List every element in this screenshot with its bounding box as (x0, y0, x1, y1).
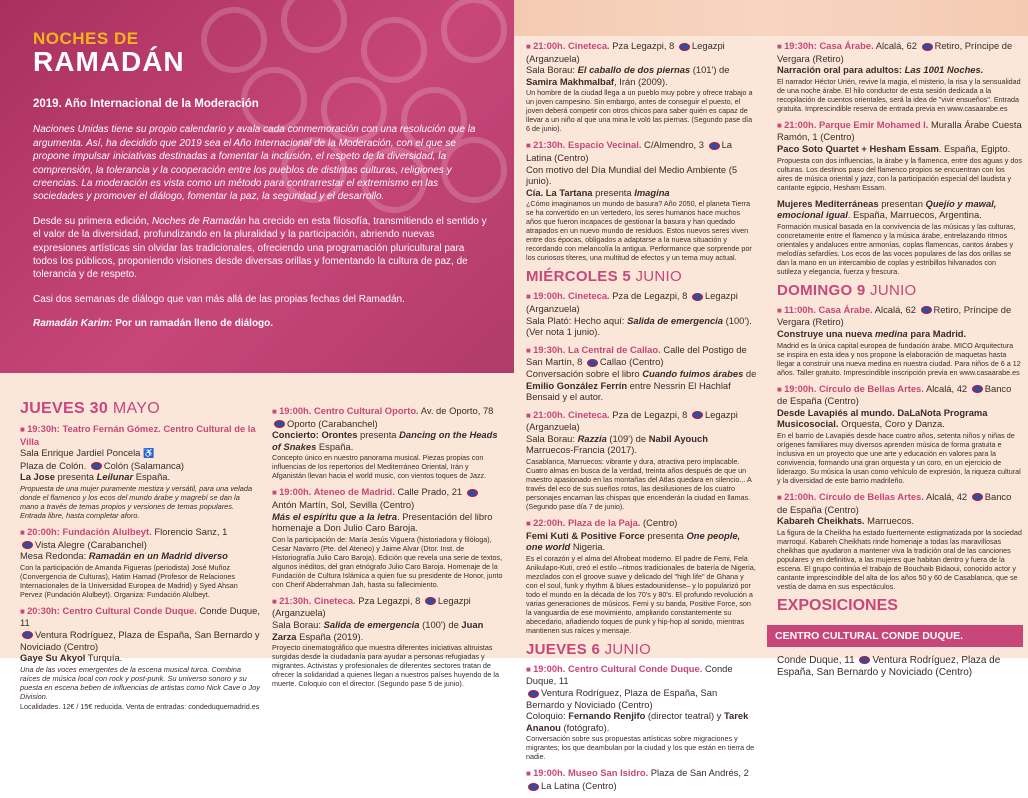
bullet-icon: ■ (526, 345, 534, 355)
event-performer: Fernando Renjifo (568, 710, 646, 722)
event-place: Av. de Oporto, 78 (418, 405, 494, 416)
event-title: One people, one world (526, 529, 741, 553)
day-heading (20, 400, 260, 418)
event-performer: La Jose (20, 471, 55, 483)
event-description: ¿Cómo imaginamos un mundo de basura? Año 2050, el planeta Tierra se ha convertido en un vertedero, los seres humanos hace muchos años que fueron incapaces de gestionar la basura y han quedado atrapados en un nuevo mundo de residuos. Estos nuevos seres viven entre dos épocas, obligados a adaptarse a la nueva situación y recordando con melancolía la antigua. Performance que sorprende por los curiosos títeres, una multitud de efectos y un tema muy actual. (526, 199, 752, 263)
event-time: 11:00h. Casa Árabe. (784, 303, 873, 315)
event-author: Emilio González Ferrín (526, 379, 628, 391)
event-time: 21:00h. Parque Emir Mohamed I. (784, 118, 929, 130)
event (777, 40, 1022, 113)
bullet-icon: ■ (272, 488, 280, 498)
exhibition-address (777, 655, 1022, 680)
event-title: medina (874, 327, 908, 339)
decorative-band (514, 0, 767, 36)
event-metro: Legazpi (Arganzuela) (526, 408, 738, 433)
event (777, 119, 1022, 192)
event-time: 19:30h. La Central de Callao. (533, 343, 661, 355)
event-title: Imagina (634, 186, 670, 198)
event-performer: Orontes (321, 429, 358, 441)
event-performer: Tarek Ananou (526, 710, 749, 733)
event-description: Un hombre de la ciudad llega a un pueblo muy pobre y ofrece trabajo a un joven campesino. Sin embargo, antes de conseguir el puesto, el joven deberá competir con otros chicos para saber quién es capaz de llevar a un niño al que una mina le voló las piernas. (Segundo pase día 6 de junio). (526, 88, 753, 134)
exhibitions-heading: EXPOSICIONES (777, 596, 898, 614)
event-metro: La Latina (Centro) (541, 780, 617, 791)
event-title: Cuando fuimos árabes (642, 367, 744, 379)
event-place: (Centro) (640, 517, 678, 529)
event-country: Nigeria. (570, 541, 606, 553)
event-time: 22:00h. Plaza de la Paja. (533, 517, 641, 529)
bullet-icon: ■ (526, 141, 534, 151)
day-label: DOMINGO 9 (777, 281, 866, 299)
event-time: 21:30h. Cineteca. (279, 594, 356, 606)
event-place: Alcalá, 42 (923, 382, 968, 394)
event-time: 21:00h. Círculo de Bellas Artes. (784, 490, 924, 502)
event-text: (109') de (606, 432, 649, 444)
closing-italic: Ramadán Karim: (33, 318, 113, 330)
day-label: MIÉRCOLES 5 (526, 268, 631, 286)
intro-paragraph-2 (33, 215, 488, 282)
event-note: (Ver nota 1 junio). (526, 326, 601, 338)
event-metro: Legazpi (Arganzuela) (272, 594, 471, 619)
event (526, 290, 757, 337)
event-place: Muralla Árabe Cuesta Ramón, 1 (Centro) (777, 118, 1022, 143)
event (526, 40, 757, 133)
event-text: presenta (644, 529, 687, 541)
event-place: Alcalá, 42 (923, 490, 968, 502)
metro-icon (859, 656, 870, 664)
event-description: Casablanca, Marruecos: vibrante y dura, atractiva pero implacable. Cuatro almas en busca de la verdad, treinta años después de que un maestro apasionado en las montañas del Atlas quedara en silencio... A través del eco de sus sueños rotos, las desilusiones de los cuatro personajes encarnan las chispas que encenderán la ciudad en llamas. (Segundo pase día 7 de junio). (526, 457, 752, 512)
event-place: Calle Prado, 21 (394, 486, 463, 498)
event-title: Razzia (577, 432, 607, 444)
intro-paragraph-3: Casi dos semanas de diálogo que van más allá de las propias fechas del Ramadán. (33, 293, 405, 305)
month-label: JUNIO (630, 268, 682, 286)
event (526, 139, 757, 262)
event-description: Concepto único en nuestro panorama musical. Piezas propias con influencias de los repertorios del Mediterráneo Oriental, Irán y Afganistán llevan hacia el world music, con vientos toques de Jazz. (272, 453, 487, 481)
brand-main: RAMADÁN (33, 46, 185, 77)
event-metro: Banco de España (Centro) (777, 382, 1012, 407)
event-time: 19:00h. Centro Cultural Oporto. (279, 405, 419, 416)
event (272, 405, 504, 480)
bullet-icon: ■ (526, 292, 534, 302)
event (526, 767, 757, 791)
event-place: Conde Duque, 11 (526, 662, 733, 687)
event-performer: Paco Soto Quartet + Hesham Essam (777, 142, 939, 154)
event (526, 344, 757, 403)
month-label: JUNIO (865, 281, 917, 299)
event-time: 21:00h. Cineteca. (533, 40, 610, 51)
bullet-icon: ■ (526, 769, 534, 779)
metro-icon (972, 493, 983, 501)
right-column (767, 0, 1028, 679)
event (272, 595, 504, 688)
event-performer: Kabareh Cheikhats. (777, 515, 865, 527)
intro-p2-a: Desde su primera edición, (33, 215, 152, 227)
event-description: Con la participación de: María Jesús Viguera (historiadora y filóloga), Cesar Navarro (Pte. del Ateneo) y Jaime Alvar (Dtor. Inst. de Historiografía Julio Caro Baroja). Edición que revela una serie de textos, algunos inéditos, del gran etnógrafo Julio Caro Baroja. Homenaje de la Fundación de Cultura Islámica a quien fue su presidente de Honor, junto con Cherif Abderrahman Jah, hasta su fallecimiento. (272, 534, 503, 589)
event-place: C/Almendro, 3 (641, 139, 704, 151)
event-country: Turquía. (85, 652, 123, 664)
event-text: Conversación sobre el libro (526, 367, 643, 379)
event-place: Florencio Sanz, 1 (151, 525, 228, 537)
event-country: , Irán (2009). (614, 75, 668, 87)
jueves-30-column (20, 400, 260, 717)
closing-text: Por un ramadán lleno de diálogo. (112, 318, 274, 330)
event-text: Sala Borau: (526, 432, 578, 444)
day-heading (526, 268, 757, 285)
metro-icon (91, 462, 102, 470)
event-time: 19:00h. Museo San Isidro. (533, 767, 649, 779)
event-metro: Banco de España (Centro) (777, 490, 1012, 515)
intro-heading: 2019. Año Internacional de la Moderación (33, 98, 259, 110)
bullet-icon: ■ (272, 407, 280, 416)
event-place: Conde Duque, 11 (20, 604, 260, 629)
event-time: 21:30h. Espacio Vecinal. (533, 139, 642, 151)
event-title: Dancing on the Heads of Snakes (272, 429, 498, 452)
event-time: 19:30h: Casa Árabe. (784, 40, 874, 51)
event-time: 19:30h: Teatro Fernán Gómez. Centro Cultural de la Villa (20, 423, 256, 447)
event-metro: Antón Martín, Sol, Sevilla (Centro) (272, 498, 415, 510)
intro-text (33, 98, 488, 342)
intro-paragraph-1: Naciones Unidas tiene su propio calendario y avala cada conmemoración con una resolución que la argumenta. Así, ha decidido que 2019 sea el Año Internacional de la Moderación, con el que se propone impulsar iniciativas destinadas a fomentar la inclusión, el respeto de la diversidad, la comprensión, la tolerancia y la cooperación entre los pueblos de distintas culturas, religiones y creencias. La moderación es vista como un método para contrarrestar el extremismo en las sociedades y promover el diálogo, fomentar la paz, la seguridad y el desarrollo. (33, 124, 476, 203)
metro-icon (922, 43, 933, 51)
event-metro: Legazpi (Arganzuela) (526, 40, 725, 64)
event-performer: Cía. La Tartana (526, 186, 593, 198)
bullet-icon: ■ (777, 384, 785, 394)
event-time: 20:30h: Centro Cultural Conde Duque. (27, 604, 197, 616)
event-metro: Vista Alegre (Carabanchel) (35, 538, 147, 550)
event-text: Sala Borau: (272, 618, 324, 630)
event-place: Conde Duque, 11 (777, 654, 855, 666)
event-text: Con motivo del Día Mundial del Medio Ambiente (5 junio). (526, 163, 738, 187)
event-title: Salida de emergencia (323, 618, 420, 630)
event-description: Madrid es la única capital europea de fundación árabe. MICO Arquitectura se inspira en esta idea y nos propone la elaboración de maquetas hasta llegar a construir una nueva medina en nuestra ciudad. Para niños de 6 a 12 años. Taller gratuito. Imprescindible inscripción previa en www.casaarabe.es (777, 340, 1021, 377)
metro-icon (467, 489, 478, 497)
bullet-icon: ■ (777, 120, 785, 130)
day-heading (777, 282, 1022, 299)
event-time: 21:00h. Cineteca. (533, 408, 610, 420)
bullet-icon: ■ (20, 606, 28, 616)
event-text: presenta (54, 471, 97, 483)
event-title: Leilunar (96, 471, 134, 483)
event-metro: Legazpi (Arganzuela) (526, 290, 738, 314)
event-description: Proyecto cinematográfico que muestra diferentes iniciativas altruistas surgidas desde la ciudadanía para ayudar a personas refugiadas y migrantes. Activistas y profesionales de diferentes sectores tratan de ofrecer la solidaridad a quienes llegan a nuestros países huyendo de la muerte. Coloquio con el director. (Segundo pase 5 de junio). (272, 643, 499, 689)
event-text: (100'). (723, 314, 752, 326)
event-text: Sala Borau: (526, 64, 578, 76)
event-metro: Oporto (Carabanchel) (287, 417, 378, 429)
event (777, 383, 1022, 485)
event (526, 409, 757, 511)
event-text: presentan (878, 197, 926, 209)
month-label: JUNIO (600, 640, 652, 658)
event-director: Juan Zarza (272, 618, 484, 642)
event-title: Las 1001 Noches. (904, 64, 984, 76)
event-description: La figura de la Cheikha ha estado fuertemente estigmatizada por la sociedad marroquí. Kabareh Cheikhats rinde homenaje a todas las maravillosas cheikhas que ayudaron a mantener viva la tradición oral de las canciones populares y en definitiva, a las mujeres que habitan dentro y fuera de la escena. El grupo continúa el trabajo de Bouchaib Bidaoui, conocido actor y cantante imprescindible del alta de los años 50 y 60 de Casablanca, que se vestía de dama en sus espectáculos. (777, 527, 1022, 591)
metro-icon (709, 142, 720, 150)
event-text: (director teatral) y (645, 710, 724, 722)
event-director: Nabil Ayouch (648, 432, 708, 444)
metro-icon (274, 420, 285, 428)
month-label: MAYO (108, 400, 160, 417)
event-text: Mesa Redonda: (20, 550, 89, 562)
accessibility-icon: ♿ (143, 448, 155, 459)
event-time: 19:00h. Cineteca. (533, 290, 610, 302)
event-text: Narración oral para adultos: (777, 64, 905, 76)
event-description: Es el corazón y el alma del Afrobeat moderno. El padre de Femi, Fela Anikulapo-Kuti, creó el estilo –ritmos tradicionales de batería de Nigeria, mezclados con el groove suave y delicado del "high life" de Ghana y con el soul, funk y rhythm & blues estadounidense– y lo popularizó por todo el mundo en la década de los 70's y 80's. El profundo revolución a varias generaciones de músicos. Femi y su banda, Positive Force, son la vanguardia de ese movimiento, ampliando constantemente su abecedario, añadiendo toques de punk y hip-hop al sonido, mientras mantienen sus raíces y mensaje. (526, 553, 756, 635)
event-time: 20:00h: Fundación Alulbeyt. (27, 525, 152, 537)
event-title: El caballo de dos piernas (577, 64, 691, 76)
event-title: Ramadán en un Madrid diverso (88, 550, 228, 562)
event-title: Más el espíritu que a la letra (272, 510, 398, 522)
metro-icon (22, 541, 33, 549)
metro-icon (972, 385, 983, 393)
event-title: Quejío y mawal, emocional igual (777, 197, 997, 221)
bullet-icon: ■ (526, 519, 534, 529)
event-place: Pza Legazpi, 8 (609, 40, 675, 51)
event-text: de (743, 367, 757, 379)
event-title: Salida de emergencia (627, 314, 723, 326)
jueves-30-column-2 (272, 405, 504, 694)
event-metro: Colón (Salamanca) (103, 459, 185, 471)
metro-icon (528, 690, 539, 698)
event-time: 19:00h. Círculo de Bellas Artes. (784, 382, 924, 394)
event (777, 491, 1022, 591)
event-metro: Callao (Centro) (599, 356, 664, 368)
metro-icon (425, 597, 436, 605)
event-place: Pza Legazpi, 8 (355, 594, 421, 606)
event-text: (100') de (419, 618, 462, 630)
event-metro: Ventura Rodríguez, Plaza de España, San Bernardo y Noviciado (Centro) (526, 687, 718, 710)
event-text: Orquesta, Coro y Danza. (838, 418, 945, 430)
event-price: Localidades. 12€ / 15€ reducida. Venta de entradas: condeduquemadrid.es (20, 701, 260, 711)
bullet-icon: ■ (272, 596, 280, 606)
event-description: Propuesta con dos influencias, la árabe y la flamenca, entre dos aguas y dos culturas. Los destinos paso del flamenco propios se encuentran con los aires de música oriental y jazz, con la participación especial del laudista y cantante egipcio, Hesham Essam. (777, 155, 1022, 192)
event-place: Calle del Postigo de San Martín, 8 (526, 343, 747, 368)
event (526, 517, 757, 635)
bullet-icon: ■ (777, 492, 785, 502)
metro-icon (587, 359, 598, 367)
bullet-icon: ■ (526, 410, 534, 420)
event-text: Coloquio: (526, 710, 569, 722)
event-description: El narrador Héctor Urién, revive la magia, el misterio, la risa y la sensualidad de una noche árabe. El hilo conductor de esta sesión dedicada a la recopilación de cuentos orientales, será la idea de "vivir ensueños". Entrada gratuita. Imprescindible reserva de entrada previa en www.casaarabe.es (777, 76, 1021, 113)
event-place: Pza de Legazpi, 8 (609, 408, 688, 420)
event (20, 526, 260, 599)
event-place: Pza de Legazpi, 8 (609, 290, 688, 302)
event-description: Una de las voces emergentes de la escena musical turca. Combina raíces de música local con rock y post-punk. Su universo sonoro y su puesta en escena beben de influencias de artistas como Nick Cave o Joy Division. (20, 664, 260, 701)
event-country: España (2019). (296, 630, 364, 642)
event (272, 486, 504, 588)
event (777, 304, 1022, 377)
event-description: Conversación sobre sus propuestas artísticas sobre migraciones y migrantes; los que deambulan por la ciudad y los que están en tierra de nadie. (526, 734, 755, 762)
event-place: Plaza de San Andrés, 2 (648, 767, 749, 779)
event-description: Propuesta de una mujer puramente mestiza y versátil, para una velada donde el flamenco y los ecos del mundo árabe y magrebí se dan la mano a través de temas propios y versiones de temas populares. Entrada libre, hasta completar aforo. (20, 483, 253, 520)
metro-icon (692, 293, 703, 301)
event-text: (fotógrafo). (560, 721, 610, 733)
metro-icon (22, 631, 33, 639)
event-text: (101') de (690, 64, 730, 76)
event-text: Sala Plató: Hecho aquí: (526, 314, 628, 326)
event-country: España. (133, 471, 171, 483)
day-label: JUEVES 6 (526, 640, 601, 658)
event-text: Construye una nueva (777, 327, 875, 339)
metro-icon (692, 411, 703, 419)
brand-logo (33, 30, 185, 76)
bullet-icon: ■ (526, 42, 534, 51)
event-description: Con la participación de Amanda Figueras (periodista) José Muñoz (Convergencia de Culturas), Hatim Hamad (Profesor de Relaciones Internacionales de la Universidad Europea de Madrid) y Syed Ahsan Pervez (Fundación Alulbeyt). Organiza: Fundación Alulbeyt. (20, 562, 238, 599)
event (526, 663, 757, 762)
decorative-band (767, 0, 1028, 36)
event-time: 19:00h. Ateneo de Madrid. (279, 486, 395, 498)
event-text: presenta (592, 186, 635, 198)
event-metro: Ventura Rodríguez, Plaza de España, San Bernardo y Noviciado (Centro) (20, 628, 260, 652)
event-text: para Madrid. (907, 327, 967, 339)
event (20, 605, 260, 711)
middle-column (514, 0, 767, 791)
event-performer: Mujeres Mediterráneas (777, 197, 879, 209)
event-text: Concierto: (272, 429, 322, 441)
event-performer: Gaye Su Akyol (20, 652, 86, 664)
event-title: Desde Lavapiés al mundo. DaLaNota Programa Musicosocial. (777, 406, 988, 430)
event-time: 19:00h. Centro Cultural Conde Duque. (533, 662, 703, 674)
event-address: Plaza de Colón. (20, 459, 87, 471)
event-country: . España, Marruecos, Argentina. (847, 209, 982, 221)
event-country: España. (316, 440, 354, 452)
event-place: Alcalá, 62 (872, 303, 916, 315)
exhibition-venue-bar: CENTRO CULTURAL CONDE DUQUE. (767, 625, 1023, 647)
left-page (0, 0, 514, 711)
event-country: Marruecos. (864, 515, 915, 527)
intro-closing (33, 317, 488, 330)
metro-icon (528, 783, 539, 791)
event-text: presenta (357, 429, 400, 441)
event-country: . España, Egipto. (938, 142, 1011, 154)
bullet-icon: ■ (777, 305, 785, 315)
intro-p2-italic: Noches de Ramadán (151, 215, 246, 227)
metro-icon (679, 43, 690, 51)
event-metro: La Latina (Centro) (526, 139, 733, 163)
event (777, 198, 1022, 276)
bullet-icon: ■ (777, 42, 785, 51)
event-director: Samira Makhmalbaf (526, 75, 615, 87)
metro-icon (921, 306, 932, 314)
event-description: Formación musical basada en la convivencia de las músicas y las culturas, concretamente entre el flamenco y la música árabe, entrelazando ritmos orientales y andaluces entre armonías, coplas flamencas, cantos árabes y melodías sefardíes. Los ecos de las voces populares de las dos orillas se dan la mano en un intercambio de coplas y estribillos hilvanados con sutileza y elegancia, fuerza y frescura. (777, 221, 1016, 276)
bullet-icon: ■ (20, 527, 28, 537)
brand-pre: NOCHES DE (33, 29, 139, 48)
event-place: Alcalá, 62 (873, 40, 917, 51)
event-text: . Presentación del libro homenaje a Don Julio Caro Baroja. (272, 510, 493, 534)
event-metro: Retiro, Príncipe de Vergara (Retiro) (777, 303, 1012, 328)
intro-p2-b: ha crecido en esta filosofía, transmitiendo el sentido y el valor de la diversidad, profundizando en la pluralidad y la participación, abriendo nuevas expresiones artísticas sin olvidar las tradicionales, ofreciendo una programación pluricultural para todos los públicos, proponiendo visiones desde diversas orillas y fomentando la cultura de paz, de tolerancia y de respeto. (33, 215, 487, 281)
bullet-icon: ■ (20, 425, 28, 434)
event-place: Sala Enrique Jardiel Poncela (20, 447, 141, 459)
event-metro: Retiro, Príncipe de Vergara (Retiro) (777, 40, 1013, 64)
event-country: Marruecos-Francia (2017). (526, 444, 637, 456)
day-heading (526, 641, 757, 658)
event (20, 423, 260, 520)
event-description: En el barrio de Lavapiés desde hace cuatro años, setenta niños y niñas de orígenes familiares muy diversos aprenden música de forma gratuita e inclusiva en un proyecto que une arte y educación en valores para la convivencia, formando una gran orquesta y un coro, en un ejercicio de liderazgo. Su música la usan como vehículo de expresión, la riqueza cultural y la diversidad de este barrio madrileño. (777, 430, 1021, 485)
intro-panel (0, 0, 514, 373)
bullet-icon: ■ (526, 664, 534, 674)
day-label: JUEVES 30 (20, 400, 109, 417)
event-performer: Femi Kuti & Positive Force (526, 529, 645, 541)
event-metro: Ventura Rodríguez, Plaza de España, San Bernardo y Noviciado (Centro) (777, 654, 1001, 679)
event-text: entre Nessrin El Hachlaf Bensaid y el autor. (526, 379, 731, 403)
